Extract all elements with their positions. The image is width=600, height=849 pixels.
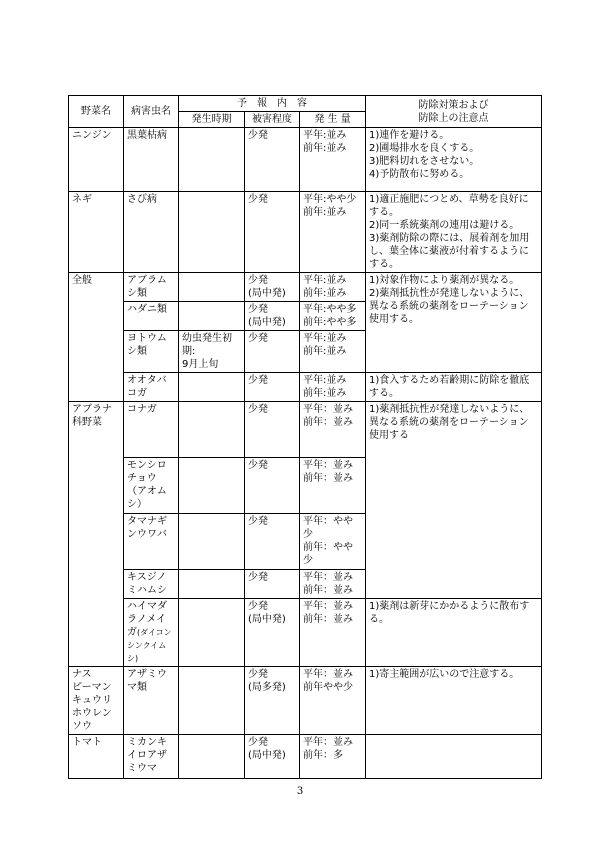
amount-cell: 平年：並み 前年：並み — [300, 458, 366, 514]
vegetable-cell: トマト — [69, 735, 124, 779]
table-row — [69, 599, 542, 667]
header-forecast: 予 報 内 容 — [179, 96, 366, 112]
measures-cell: 1)適正施肥につとめ、草勢を良好にする。 2)同一系統薬剤の連用は避ける。 3)薬剤防除の際には、展着剤を加用し、葉全体に薬液が付着するようにする。 — [366, 192, 542, 273]
period-cell — [179, 373, 245, 402]
damage-cell: 少発 — [245, 192, 300, 273]
vegetable-cell: ナス ピーマン キュウリ ホウレンソウ — [69, 667, 124, 735]
vegetable-cell: ネギ — [69, 192, 124, 273]
measures-cell: 1)食入するため若齢期に防除を徹底する。 — [366, 373, 542, 402]
period-cell — [179, 402, 245, 458]
amount-cell: 平年：並み 前年：並み — [300, 570, 366, 599]
header-damage: 被害程度 — [245, 112, 300, 128]
measures-cell: 1)薬剤抵抗性が発達しないように、異なる系統の薬剤をローテーション使用する — [366, 402, 542, 599]
amount-cell: 平年:並み 前年:並み — [300, 273, 366, 302]
period-cell — [179, 302, 245, 331]
header-vegetable: 野菜名 — [69, 96, 124, 128]
damage-cell: 少発 — [245, 570, 300, 599]
pest-cell: オオタバコガ — [124, 373, 179, 402]
amount-cell: 平年:並み 前年:並み — [300, 331, 366, 373]
pest-cell: アブラムシ類 — [124, 273, 179, 302]
pest-alias: (ダイコンシンクイムシ) — [127, 628, 172, 663]
period-cell: 幼虫発生初期: 9月上旬 — [179, 331, 245, 373]
pest-forecast-table — [68, 95, 542, 779]
measures-cell — [366, 735, 542, 779]
pest-cell: さび病 — [124, 192, 179, 273]
damage-cell: 少発 (局中発) — [245, 273, 300, 302]
amount-cell: 平年:並み 前年:並み — [300, 373, 366, 402]
pest-cell: ハダニ類 — [124, 302, 179, 331]
damage-cell: 少発 — [245, 458, 300, 514]
amount-cell: 平年：並み 前年やや少 — [300, 667, 366, 735]
header-amount: 発 生 量 — [300, 112, 366, 128]
pest-cell — [124, 599, 179, 667]
measures-cell: 1)対象作物により薬剤が異なる。 2)薬剤抵抗性が発達しないように、異なる系統の薬剤をローテーション使用する。 — [366, 273, 542, 373]
table-row — [69, 273, 542, 302]
period-cell — [179, 570, 245, 599]
vegetable-cell: アブラナ科野菜 — [69, 402, 124, 667]
damage-cell: 少発 — [245, 128, 300, 192]
pest-cell: アザミウマ類 — [124, 667, 179, 735]
pest-cell: モンシロチョウ（アオムシ） — [124, 458, 179, 514]
amount-cell: 平年：並み 前年：並み — [300, 402, 366, 458]
damage-cell: 少発 — [245, 373, 300, 402]
table-row — [69, 373, 542, 402]
damage-cell: 少発 (局中発) — [245, 599, 300, 667]
period-cell — [179, 273, 245, 302]
period-cell — [179, 514, 245, 570]
damage-cell: 少発 (局中発) — [245, 302, 300, 331]
amount-cell: 平年：やや少 前年：やや少 — [300, 514, 366, 570]
pest-cell: コナガ — [124, 402, 179, 458]
page-number: 3 — [296, 786, 304, 797]
damage-cell: 少発 (局中発) — [245, 735, 300, 779]
header-measures: 防除対策および 防除上の注意点 — [366, 96, 542, 128]
pest-cell: タマナギンウワバ — [124, 514, 179, 570]
pest-cell: 黒葉枯病 — [124, 128, 179, 192]
header-pest: 病害虫名 — [124, 96, 179, 128]
measures-cell: 1)寄主範囲が広いので注意する。 — [366, 667, 542, 735]
pest-name: ハイマダラノメイガ — [127, 601, 167, 638]
pest-cell: キスジノミハムシ — [124, 570, 179, 599]
header-period: 発生時期 — [179, 112, 245, 128]
vegetable-cell: 全般 — [69, 273, 124, 402]
pest-cell: ヨトウムシ類 — [124, 331, 179, 373]
period-cell — [179, 192, 245, 273]
measures-cell: 1)連作を避ける。 2)圃場排水を良くする。 3)肥料切れをさせない。 4)予防散布に努める。 — [366, 128, 542, 192]
period-cell — [179, 667, 245, 735]
period-cell — [179, 735, 245, 779]
table-row — [69, 192, 542, 273]
amount-cell: 平年:やや少 前年:並み — [300, 192, 366, 273]
amount-cell: 平年:やや多 前年:やや多 — [300, 302, 366, 331]
period-cell — [179, 128, 245, 192]
damage-cell: 少発 — [245, 402, 300, 458]
table-row — [69, 402, 542, 458]
damage-cell: 少発 — [245, 331, 300, 373]
damage-cell: 少発 — [245, 514, 300, 570]
damage-cell: 少発 (局多発) — [245, 667, 300, 735]
period-cell — [179, 599, 245, 667]
amount-cell: 平年：並み 前年：多 — [300, 735, 366, 779]
pest-cell: ミカンキイロアザミウマ — [124, 735, 179, 779]
vegetable-cell: ニンジン — [69, 128, 124, 192]
table-row — [69, 128, 542, 192]
amount-cell: 平年：並み 前年：並み — [300, 599, 366, 667]
amount-cell: 平年:並み 前年:並み — [300, 128, 366, 192]
measures-cell: 1)薬剤は新芽にかかるように散布する。 — [366, 599, 542, 667]
period-cell — [179, 458, 245, 514]
table-row — [69, 735, 542, 779]
table-row — [69, 667, 542, 735]
